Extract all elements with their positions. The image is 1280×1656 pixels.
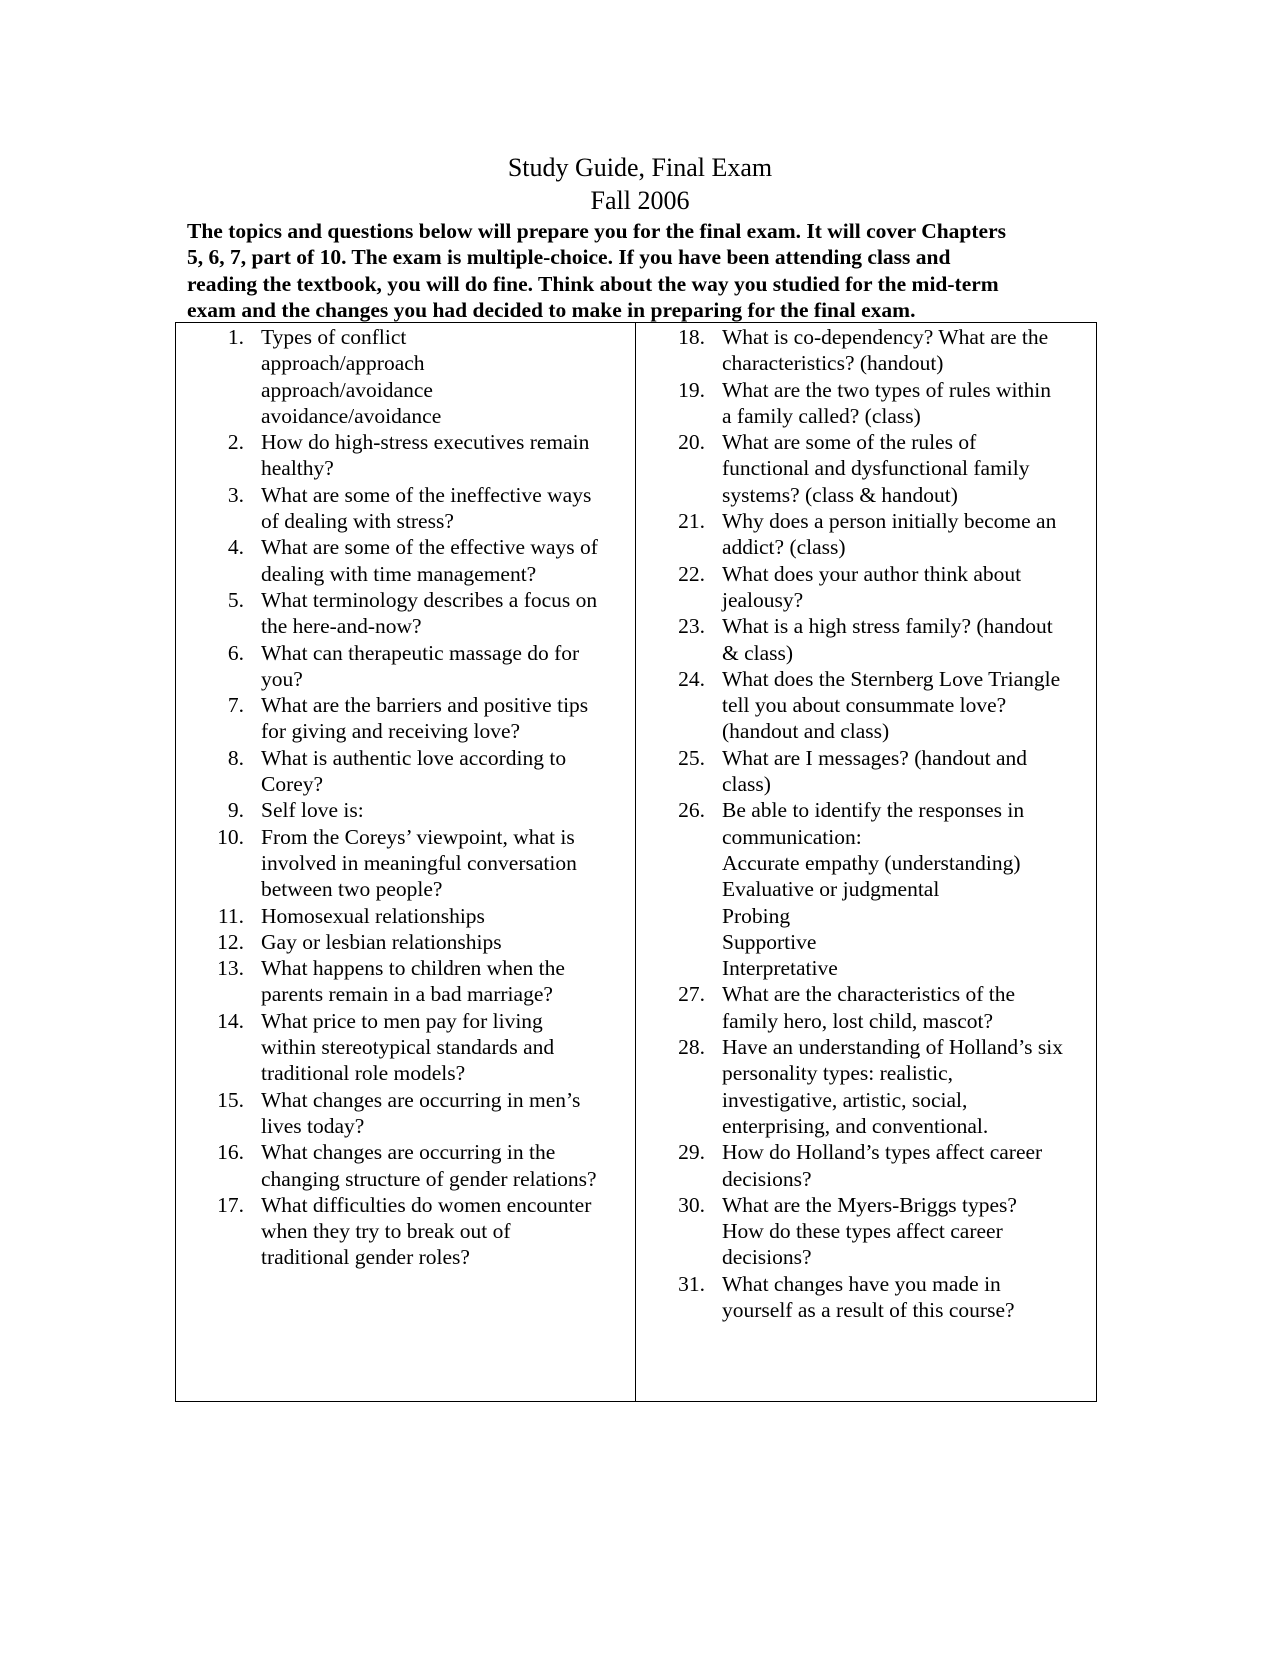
question-text-line: characteristics? (handout) xyxy=(722,351,944,376)
question-item xyxy=(200,587,630,640)
question-text-line: What is authentic love according to xyxy=(261,745,567,770)
question-number: 22. xyxy=(678,561,705,586)
question-number: 29. xyxy=(678,1140,705,1165)
question-text-line: What are the characteristics of the xyxy=(722,982,1016,1007)
question-text-line: the here-and-now? xyxy=(261,614,422,639)
question-text-line: parents remain in a bad marriage? xyxy=(261,982,553,1007)
question-text-line: systems? (class & handout) xyxy=(722,482,958,507)
question-text-line: Interpretative xyxy=(722,956,838,981)
question-text-line: personality types: realistic, xyxy=(722,1061,954,1086)
question-number: 5. xyxy=(227,587,244,612)
question-text-line: Probing xyxy=(722,903,791,928)
question-text-line: healthy? xyxy=(261,456,334,481)
question-item xyxy=(200,429,630,482)
question-item xyxy=(661,377,1091,430)
question-text-line: What are the barriers and positive tips xyxy=(261,693,589,718)
question-item xyxy=(661,324,1091,377)
question-number: 27. xyxy=(678,982,705,1007)
question-text-line: decisions? xyxy=(722,1166,812,1191)
question-text-line: yourself as a result of this course? xyxy=(722,1297,1015,1322)
question-text-line: What are some of the ineffective ways xyxy=(261,482,592,507)
question-text-line: From the Coreys’ viewpoint, what is xyxy=(261,824,575,849)
question-number: 10. xyxy=(217,824,244,849)
question-item xyxy=(661,797,1091,981)
question-text-line: What is co-dependency? What are the xyxy=(722,325,1049,349)
question-item xyxy=(661,1034,1091,1139)
question-number: 31. xyxy=(678,1271,705,1296)
question-text-line: How do Holland’s types affect career xyxy=(722,1140,1043,1165)
question-number: 23. xyxy=(678,614,705,639)
question-text-line: Accurate empathy (understanding) xyxy=(722,850,1021,875)
question-item xyxy=(200,640,630,693)
right-question-list xyxy=(661,324,1091,1323)
question-text-line: involved in meaningful conversation xyxy=(261,850,577,875)
question-text-line: enterprising, and conventional. xyxy=(722,1113,989,1138)
question-item xyxy=(200,929,630,955)
question-text-line: between two people? xyxy=(261,877,443,902)
question-item xyxy=(200,824,630,903)
question-text-line: functional and dysfunctional family xyxy=(722,456,1030,481)
question-item xyxy=(200,903,630,929)
question-number: 20. xyxy=(678,430,705,455)
question-text-line: traditional gender roles? xyxy=(261,1245,470,1270)
question-text-line: class) xyxy=(722,772,771,797)
question-text-line: Why does a person initially become an xyxy=(722,509,1057,534)
question-number: 26. xyxy=(678,798,705,823)
question-text-line: What is a high stress family? (handout xyxy=(722,614,1053,639)
question-text-line: you? xyxy=(261,666,303,691)
question-text-line: What are some of the effective ways of xyxy=(261,535,598,560)
question-number: 28. xyxy=(678,1035,705,1060)
question-item xyxy=(200,797,630,823)
question-text-line: Homosexual relationships xyxy=(261,903,485,928)
question-text-line: What are the Myers-Briggs types? xyxy=(722,1192,1017,1217)
question-text-line: How do these types affect career xyxy=(722,1219,1003,1244)
question-number: 1. xyxy=(227,325,244,349)
question-text-line: What changes are occurring in the xyxy=(261,1140,556,1165)
question-item xyxy=(661,1192,1091,1271)
page-title: Study Guide, Final Exam xyxy=(507,153,773,182)
question-item xyxy=(200,324,630,429)
question-number: 25. xyxy=(678,745,705,770)
question-text-line: Have an understanding of Holland’s six xyxy=(722,1035,1063,1060)
question-item xyxy=(661,429,1091,508)
question-number: 12. xyxy=(217,929,244,954)
question-number: 16. xyxy=(217,1140,244,1165)
question-item xyxy=(200,955,630,1008)
question-item xyxy=(661,561,1091,614)
intro-line: reading the textbook, you will do fine. Think about the way you studied for the mid-term xyxy=(187,271,999,296)
intro-line: exam and the changes you had decided to make in preparing for the final exam. xyxy=(187,297,916,322)
question-text-line: What can therapeutic massage do for xyxy=(261,640,580,665)
question-text-line: approach/avoidance xyxy=(261,377,433,402)
question-item xyxy=(200,534,630,587)
question-text-line: addict? (class) xyxy=(722,535,846,560)
question-text-line: jealousy? xyxy=(722,587,804,612)
question-item xyxy=(200,1008,630,1087)
question-text-line: Gay or lesbian relationships xyxy=(261,929,502,954)
question-text-line: a family called? (class) xyxy=(722,403,921,428)
question-text-line: What changes are occurring in men’s xyxy=(261,1087,581,1112)
intro-line: 5, 6, 7, part of 10. The exam is multiple-choice. If you have been attending class and xyxy=(187,245,951,270)
question-number: 7. xyxy=(227,693,244,718)
question-item xyxy=(661,1139,1091,1192)
question-text-line: What difficulties do women encounter xyxy=(261,1192,592,1217)
question-number: 3. xyxy=(227,482,244,507)
page-subtitle: Fall 2006 xyxy=(590,186,690,215)
question-number: 11. xyxy=(217,903,244,928)
intro-line: The topics and questions below will prepare you for the final exam. It will cover Chapters xyxy=(187,219,1007,243)
question-text-line: What changes have you made in xyxy=(722,1271,1001,1296)
question-text-line: Types of conflict xyxy=(261,325,407,349)
question-text-line: What are I messages? (handout and xyxy=(722,745,1028,770)
question-text-line: of dealing with stress? xyxy=(261,509,454,534)
question-text-line: for giving and receiving love? xyxy=(261,719,521,744)
question-text-line: What happens to children when the xyxy=(261,956,565,981)
question-item xyxy=(661,745,1091,798)
question-item xyxy=(661,508,1091,561)
question-number: 17. xyxy=(217,1192,244,1217)
question-text-line: changing structure of gender relations? xyxy=(261,1166,597,1191)
question-number: 30. xyxy=(678,1192,705,1217)
question-text-line: (handout and class) xyxy=(722,719,890,744)
question-item xyxy=(200,1192,630,1271)
question-text-line: & class) xyxy=(722,640,794,665)
question-text-line: What are some of the rules of xyxy=(722,430,977,455)
question-text-line: What does your author think about xyxy=(722,561,1022,586)
column-divider xyxy=(635,322,636,1402)
question-number: 18. xyxy=(678,325,705,349)
question-number: 6. xyxy=(227,640,244,665)
question-number: 9. xyxy=(227,798,244,823)
left-question-list xyxy=(200,324,630,1271)
question-text-line: decisions? xyxy=(722,1245,812,1270)
question-item xyxy=(661,981,1091,1034)
question-number: 24. xyxy=(678,666,705,691)
question-text-line: Corey? xyxy=(261,772,324,797)
question-text-line: family hero, lost child, mascot? xyxy=(722,1008,994,1033)
question-text-line: communication: xyxy=(722,824,862,849)
question-item xyxy=(200,692,630,745)
question-item xyxy=(200,482,630,535)
question-text-line: dealing with time management? xyxy=(261,561,537,586)
question-text-line: Be able to identify the responses in xyxy=(722,798,1025,823)
question-number: 15. xyxy=(217,1087,244,1112)
question-text-line: What price to men pay for living xyxy=(261,1008,543,1033)
question-text-line: Supportive xyxy=(722,929,817,954)
question-number: 13. xyxy=(217,956,244,981)
question-text-line: investigative, artistic, social, xyxy=(722,1087,968,1112)
question-number: 8. xyxy=(227,745,244,770)
question-text-line: within stereotypical standards and xyxy=(261,1035,555,1060)
question-text-line: approach/approach xyxy=(261,351,425,376)
question-text-line: What does the Sternberg Love Triangle xyxy=(722,666,1061,691)
question-text-line: tell you about consummate love? xyxy=(722,693,1007,718)
intro-paragraph xyxy=(187,218,1087,323)
question-text-line: How do high-stress executives remain xyxy=(261,430,590,455)
question-text-line: What are the two types of rules within xyxy=(722,377,1051,402)
question-number: 19. xyxy=(678,377,705,402)
question-text-line: What terminology describes a focus on xyxy=(261,587,598,612)
question-number: 14. xyxy=(217,1008,244,1033)
question-text-line: traditional role models? xyxy=(261,1061,466,1086)
question-text-line: lives today? xyxy=(261,1113,365,1138)
question-text-line: Evaluative or judgmental xyxy=(722,877,940,902)
question-text-line: when they try to break out of xyxy=(261,1219,511,1244)
question-number: 2. xyxy=(227,430,244,455)
question-text-line: Self love is: xyxy=(261,798,364,823)
question-item xyxy=(200,745,630,798)
question-item xyxy=(661,1271,1091,1324)
question-text-line: avoidance/avoidance xyxy=(261,403,442,428)
question-item xyxy=(200,1087,630,1140)
question-item xyxy=(661,613,1091,666)
question-number: 21. xyxy=(678,509,705,534)
question-number: 4. xyxy=(227,535,244,560)
question-item xyxy=(661,666,1091,745)
question-item xyxy=(200,1139,630,1192)
